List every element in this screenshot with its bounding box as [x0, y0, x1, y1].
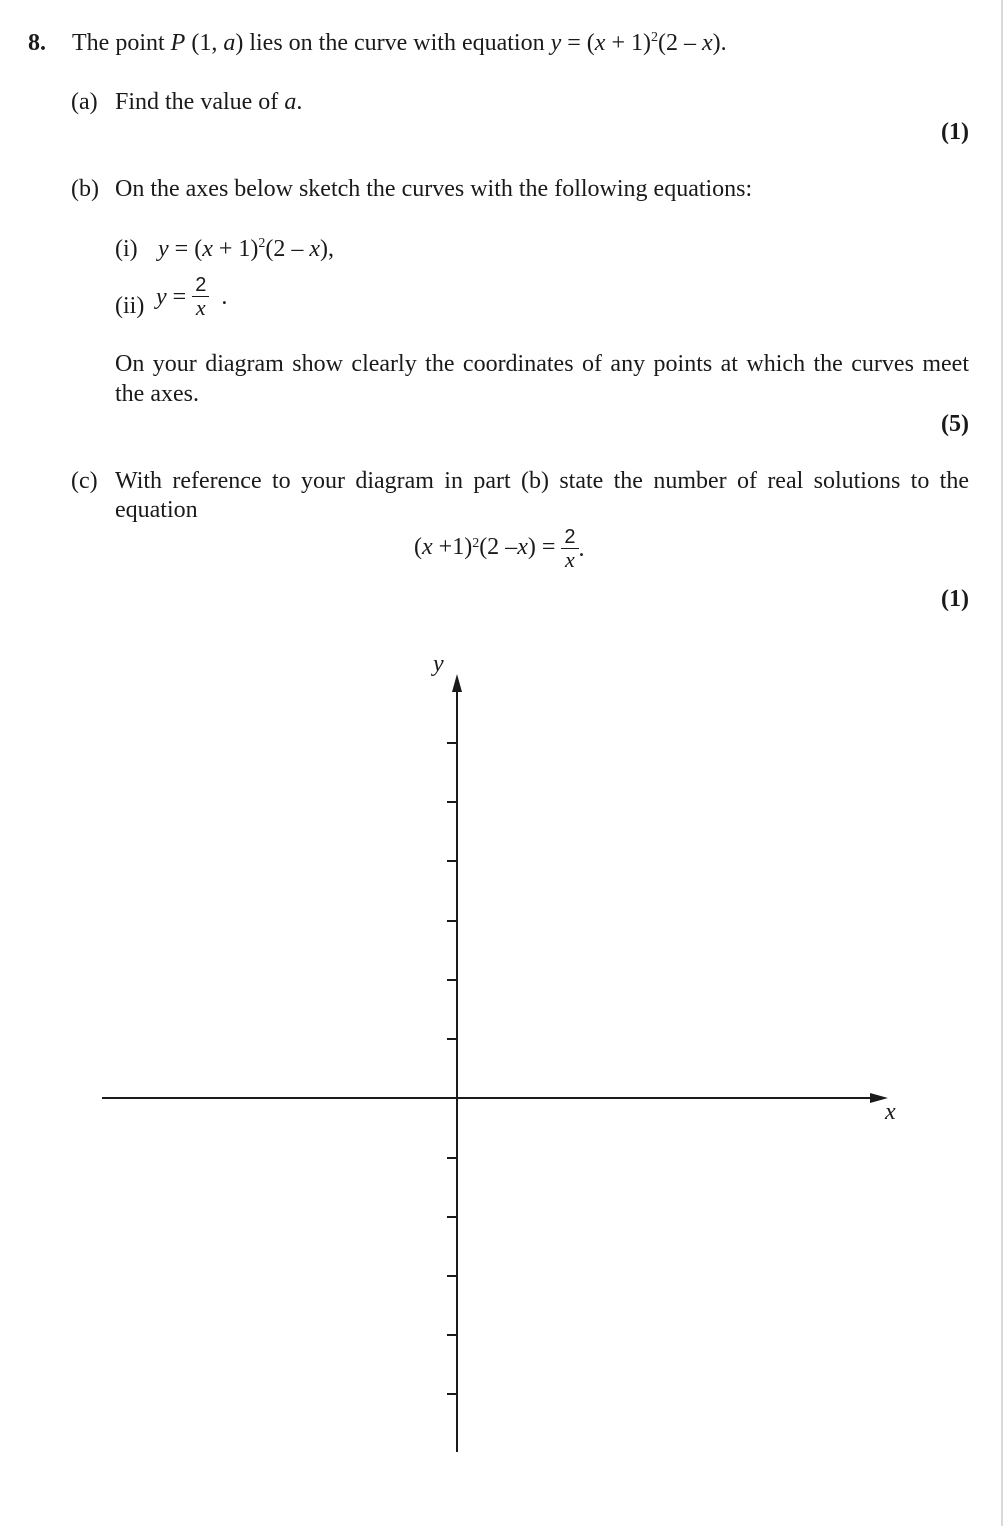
- part-c-label: (c): [71, 468, 98, 494]
- question-number: 8.: [28, 30, 46, 56]
- x-axis-label: x: [885, 1099, 896, 1125]
- part-c-equation: $(x +1)^2(2$ –x) = $\frac{2}{x}$ .: [414, 526, 585, 572]
- part-b-ii-label: (ii): [115, 293, 145, 319]
- part-a-label: (a): [71, 89, 98, 115]
- part-a-text: Find the value of a.: [115, 89, 303, 115]
- fraction-two-over-x: $\frac{2}{x}$: [192, 274, 209, 319]
- part-b-text: On the axes below sketch the curves with the following equations:: [115, 176, 753, 202]
- y-axis-label: y: [433, 651, 444, 677]
- y-axis-ticks: [447, 743, 457, 1394]
- part-b-instruction-line1: On your diagram show clearly the coordinates of any points at which the curves meet: [115, 351, 969, 377]
- part-a-marks: (1): [941, 119, 969, 145]
- part-b-label: (b): [71, 176, 99, 202]
- part-b-marks: (5): [941, 411, 969, 437]
- part-c-line2: equation: [115, 497, 198, 523]
- part-b-instruction-line2: the axes.: [115, 381, 199, 407]
- part-b-ii-equation: y = $\frac{2}{x}$ .: [156, 274, 228, 320]
- question-stem: The point P (1, a) lies on the curve with equation $y = (x + 1)^2(2 - x)$.: [72, 30, 727, 56]
- part-c-marks: (1): [941, 586, 969, 612]
- fraction-two-over-x-c: $\frac{2}{x}$: [561, 526, 578, 571]
- y-axis-arrow: [452, 674, 462, 692]
- part-c-line1: With reference to your diagram in part (b) state the number of real solutions to the: [115, 468, 969, 494]
- part-b-i-equation: $y = (x + 1)^2(2 - x)$,: [158, 236, 335, 262]
- part-b-i-label: (i): [115, 236, 138, 262]
